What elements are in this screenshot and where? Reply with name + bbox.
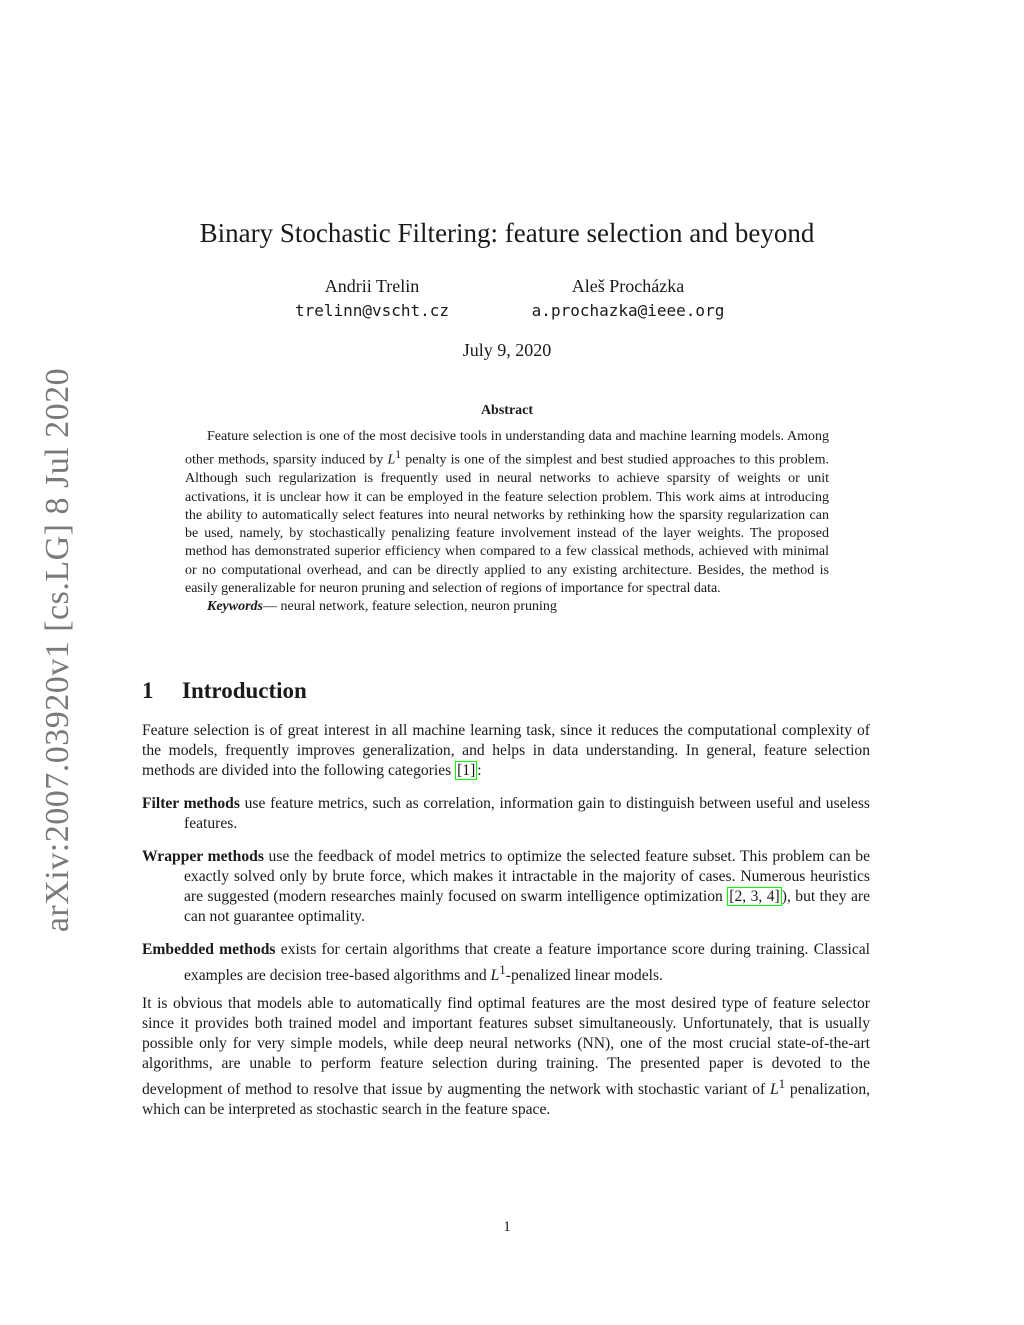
author-name: Aleš Procházka	[571, 276, 685, 296]
category-list	[142, 794, 870, 999]
keywords-line	[185, 598, 829, 616]
section-heading: 1 Introduction	[142, 678, 307, 703]
author-name: Andrii Trelin	[324, 276, 420, 296]
abstract-paragraph: Feature selection is one of the most decisive tools in understanding data and machine learning models. Among other methods, sparsity induced by $L^1$ penalty is one of the simplest and best studied approaches to this problem. Although such regularization is frequently used in neural networks to achieve sparsity of weights or unit activations, it is unclear how it can be employed in the feature selection problem. This work aims at introducing the ability to automatically select features into neural networks by rethinking how the sparsity regularization can be used, namely, by stochastically penalizing feature involvement instead of the layer weights. The proposed method has demonstrated superior efficiency when compared to a few classical methods, achieved with minimal or no computational overhead, and can be directly applied to any existing architecture. Besides, the method is easily generalizable for neuron pruning and selection of regions of importance for spectral data.	[185, 429, 829, 597]
intro-paragraph: Feature selection is of great interest in all machine learning task, since it reduces the computational complexity of the models, frequently improves generalization, and helps in data understanding. In general, feature selection methods are divided into the following categories [1] :	[142, 722, 870, 779]
paper-date: July 9, 2020	[462, 340, 552, 360]
keywords-list: — neural network, feature selection, neuron pruning	[263, 599, 557, 615]
author-email: a.prochazka@ieee.org	[531, 301, 725, 320]
list-item-embedded: Embedded methods exists for certain algorithms that create a feature importance score during training. Classical examples are decision tree-based algorithms and $L^1$-penalized linear models.	[142, 941, 871, 985]
arxiv-identifier: arXiv:2007.03920v1 [cs.LG] 8 Jul 2020	[39, 367, 76, 933]
author-email: trelinn@vscht.cz	[294, 301, 450, 320]
abstract-heading: Abstract	[480, 403, 534, 418]
closing-paragraph: It is obvious that models able to automatically find optimal features are the most desired type of feature selector since it provides both trained model and important features subset simultaneously. Unfortunately, that is usually possible only for very simple models, while deep neural networks (NN), one of the most crucial state-of-the-art algorithms, are unable to perform feature selection during training. The presented paper is devoted to the development of method to resolve that issue by augmenting the network with stochastic variant of $L^1$ penalization, which can be interpreted as stochastic search in the feature space.	[142, 995, 871, 1119]
paper-title: Binary Stochastic Filtering: feature selection and beyond	[199, 218, 815, 248]
list-item-filter: Filter methods use feature metrics, such as correlation, information gain to distinguish between useful and useless features.	[142, 795, 870, 832]
keywords-label: Keywords	[207, 599, 263, 615]
list-item-wrapper: Wrapper methods use the feedback of model metrics to optimize the selected feature subset. This problem can be exactly solved only by brute force, which makes it intractable in the majority of cases. Numerous heuristics are suggested (modern researches mainly focused on swarm intelligence optimization [2, 3, 4] ), but they are can not guarantee optimality.	[142, 848, 870, 925]
citation-link[interactable]: [2, 3, 4]	[729, 888, 780, 905]
author-block	[508, 276, 748, 320]
abstract-body	[185, 428, 829, 617]
author-block	[262, 276, 482, 320]
page-number: 1	[503, 1219, 511, 1235]
citation-link[interactable]: [1]	[457, 762, 476, 779]
